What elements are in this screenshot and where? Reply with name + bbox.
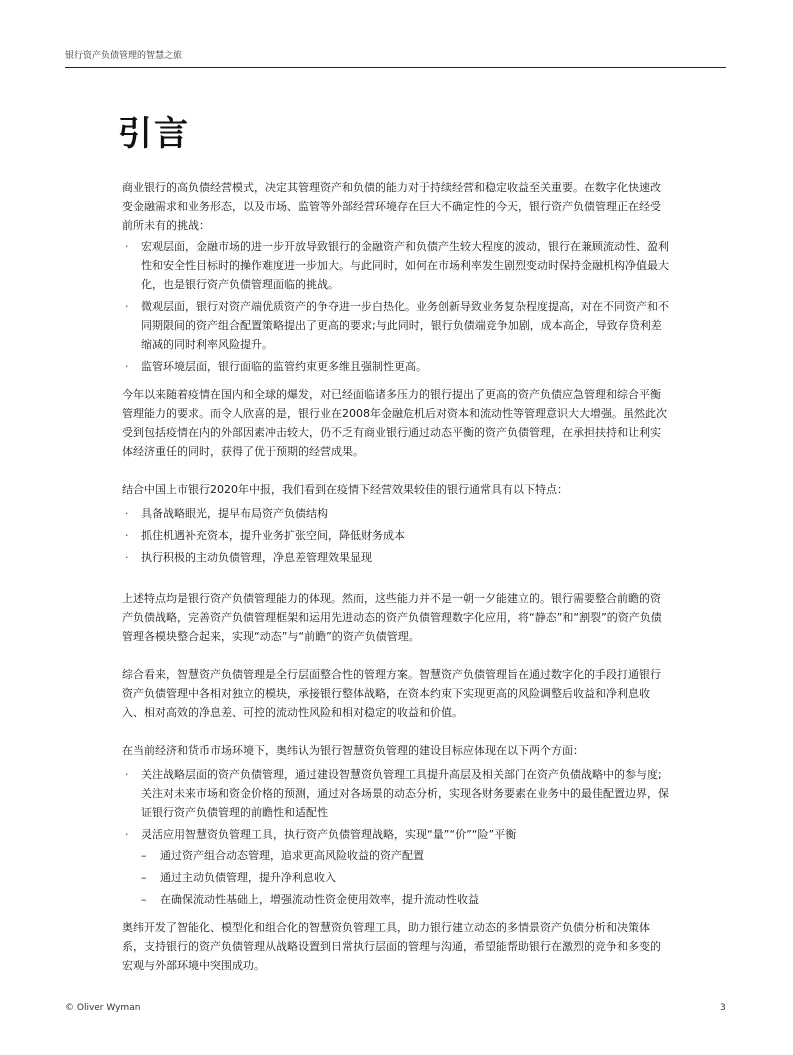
bullet-icon: · [125,828,129,841]
list-item: – 通过资产组合动态管理，追求更高风险收益的资产配置 [141,846,670,865]
list-item: · 宏观层面，金融市场的进一步开放导致银行的金融资产和负债产生较大程度的波动，银行在兼顾流动性、盈利性和安全性目标时的操作难度进一步加大。与此同时，如何在市场利率发生剧烈变动时保持金融机构净值最大化，也是银行资产负债管理面临的挑战。 [122,237,670,294]
summary-paragraph: 综合看来，智慧资产负债管理是全行层面整合性的管理方案。智慧资产负债管理旨在通过数字化的手段打通银行资产负债管理中各相对独立的模块，承接银行整体战略，在资本约束下实现更高的风险调整后收益和净利息收入、相对高效的净息差、可控的流动性风险和相对稳定的收益和价值。 [122,668,661,719]
bullet-icon: · [125,529,129,542]
list-item: · 执行积极的主动负债管理，净息差管理效果显现 [122,548,670,567]
dash-icon: – [141,893,147,906]
body-content [122,178,670,975]
list-item: · 关注战略层面的资产负债管理，通过建设智慧资负管理工具提升高层及相关部门在资产负债战略中的参与度;关注对未来市场和资金价格的预测，通过对各场景的动态分析，实现各财务要素在业务中的最佳配置边界，保证银行资产负债管理的前瞻性和适配性 [122,765,670,822]
list-item: – 通过主动负债管理，提升净利息收入 [141,868,670,887]
pandemic-paragraph: 今年以来随着疫情在国内和全球的爆发，对已经面临诸多压力的银行提出了更高的资产负债应急管理和综合平衡管理能力的要求。而令人欣喜的是，银行业在2008年金融危机后对资本和流动性等管理意识大大增强。虽然此次受到包括疫情在内的外部因素冲击较大，仍不乏有商业银行通过动态平衡的资产负债管理，在承担扶持和让利实体经济重任的同时，获得了优于预期的经营成果。 [122,388,667,458]
bullet-icon: · [125,360,129,373]
capability-paragraph: 上述特点均是银行资产负债管理能力的体现。然而，这些能力并不是一朝一夕能建立的。银行需要整合前瞻的资产负债战略，完善资产负债管理框架和运用先进动态的资产负债管理数字化应用，将“静态”和“割裂”的资产负债管理各模块整合起来，实现“动态”与“前瞻”的资产负债管理。 [122,592,662,643]
running-header: 银行资产负债管理的智慧之旅 [65,51,183,61]
bullet-icon: · [125,768,129,781]
bullet-icon: · [125,240,129,253]
goals-list [122,765,670,909]
dash-icon: – [141,871,147,884]
list-item: · 具备战略眼光，提早布局资产负债结构 [122,504,670,523]
closing-paragraph: 奥纬开发了智能化、模型化和组合化的智慧资负管理工具，助力银行建立动态的多情景资产负债分析和决策体系，支持银行的资产负债管理从战略设置到日常执行层面的管理与沟通，希望能帮助银行在激烈的竞争和多变的宏观与外部环境中突围成功。 [122,921,661,972]
challenges-list [122,237,670,376]
list-item: – 在确保流动性基础上，增强流动性资金使用效率，提升流动性收益 [141,890,670,909]
features-intro-paragraph: 结合中国上市银行2020年中报，我们看到在疫情下经营效果较佳的银行通常具有以下特点： [122,483,568,496]
list-item: · 灵活应用智慧资负管理工具，执行资产负债管理战略，实现“量”“价”“险”平衡 – 通过资产组合动态管理，追求更高风险收益的资产配置 – 通过主动负债管理，提升净利息收入 – 在确保流动性基础上，增强流动性资金使用效率，提升流动性收益 [122,825,670,909]
bullet-icon: · [125,507,129,520]
bullet-icon: · [125,551,129,564]
header-divider [65,67,726,68]
intro-paragraph: 商业银行的高负债经营模式，决定其管理资产和负债的能力对于持续经营和稳定收益至关重要。在数字化快速改变金融需求和业务形态，以及市场、监管等外部经营环境存在巨大不确定性的今天，银行资产负债管理正在经受前所未有的挑战： [122,181,661,232]
features-list [122,504,670,567]
dash-icon: – [141,849,147,862]
bullet-icon: · [125,300,129,313]
footer-copyright: © Oliver Wyman [65,1003,141,1013]
list-item: · 监管环境层面，银行面临的监管约束更多维且强制性更高。 [122,357,670,376]
sub-goals-list [141,846,670,909]
list-item: · 抓住机遇补充资本，提升业务扩张空间，降低财务成本 [122,526,670,545]
list-item: · 微观层面，银行对资产端优质资产的争夺进一步白热化。业务创新导致业务复杂程度提高，对在不同资产和不同期限间的资产组合配置策略提出了更高的要求;与此同时，银行负债端竞争加剧，成本高企，导致存贷利差缩减的同时利率风险提升。 [122,297,670,354]
goals-intro-paragraph: 在当前经济和货币市场环境下，奥纬认为银行智慧资负管理的建设目标应体现在以下两个方面： [122,744,584,757]
page-number: 3 [720,1003,726,1013]
section-title: 引言 [118,114,190,154]
